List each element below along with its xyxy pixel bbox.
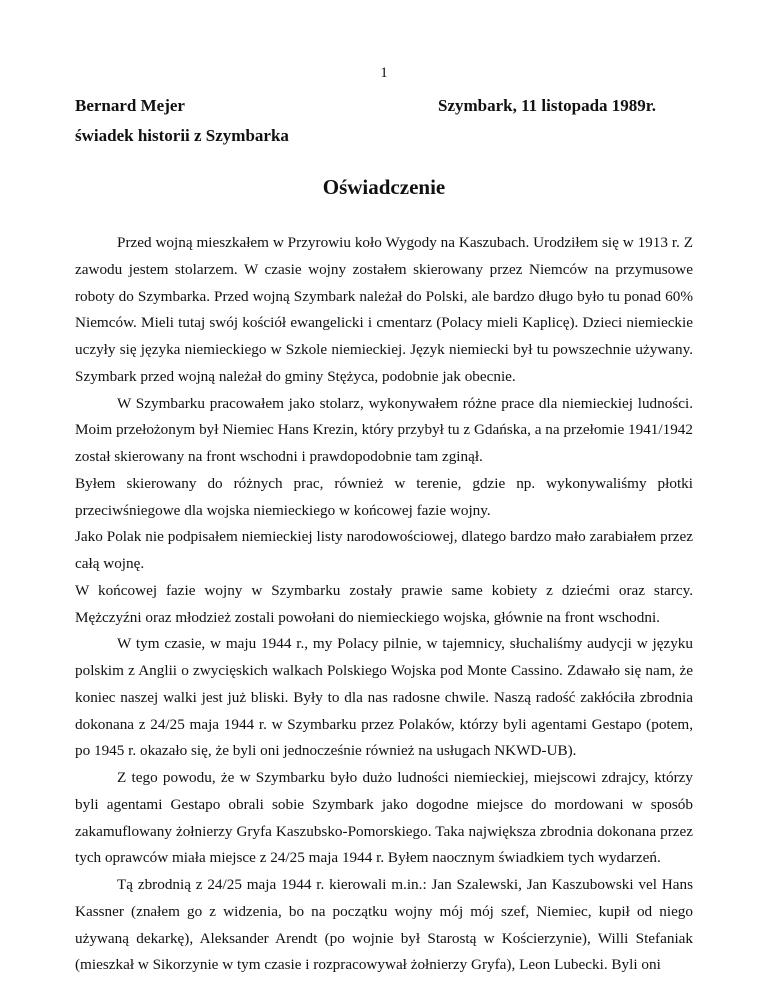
page-number: 1 — [380, 65, 388, 81]
author-name: Bernard Mejer — [75, 96, 185, 115]
paragraph-6: W tym czasie, w maju 1944 r., my Polacy pilnie, w tajemnicy, słuchaliśmy audycji w języku polskim z Anglii o zwycięskich walkach Polskiego Wojska pod Monte Cassino. Zdawało się nam, że koniec naszej walki jest już bliski. Były to dla nas radosne chwile. Naszą radość zakłóciła zbrodnia dokonana z 24/25 maja 1944 r. w Szymbarku przez Polaków, którzy byli agentami Gestapo (potem, po 1945 r. okazało się, że byli oni jednocześnie również na usługach NKWD-UB). — [75, 635, 693, 760]
paragraph-7: Z tego powodu, że w Szymbarku było dużo ludności niemieckiej, miejscowi zdrajcy, którzy byli agentami Gestapo obrali sobie Szymbark jako dogodne miejsce do mordowani w sposób zakamuflowany żołnierzy Gryfa Kaszubsko-Pomorskiego. Taka największa zbrodnia dokonana przez tych oprawców miała miejsce z 24/25 maja 1944 r. Byłem naocznym świadkiem tych wydarzeń. — [75, 769, 693, 867]
document-title: Oświadczenie — [322, 175, 446, 199]
place-and-date: Szymbark, 11 listopada 1989r. — [438, 96, 657, 115]
paragraph-5: W końcowej fazie wojny w Szymbarku zostały prawie same kobiety z dziećmi oraz starcy. Mężczyźni oraz młodzież zostali powołani do niemieckiego wojska, głównie na front wschodni. — [75, 581, 693, 626]
paragraph-3: Byłem skierowany do różnych prac, również w terenie, gdzie np. wykonywaliśmy płotki przeciwśniegowe dla wojska niemieckiego w końcowej fazie wojny. — [75, 474, 693, 519]
author-subtitle: świadek historii z Szymbarka — [75, 126, 289, 145]
paragraph-2: W Szymbarku pracowałem jako stolarz, wykonywałem różne prace dla niemieckiej ludności. Moim przełożonym był Niemiec Hans Krezin, który przybył tu z Gdańska, a na przełomie 1941/1942 został skierowany na front wschodni i prawdopodobnie tam zginął. — [75, 394, 693, 465]
paragraph-8: Tą zbrodnią z 24/25 maja 1944 r. kierowali m.in.: Jan Szalewski, Jan Kaszubowski vel Hans Kassner (znałem go z widzenia, bo na początku wojny mój mój szef, Niemiec, kupił od niego używaną dekarkę), Aleksander Arendt (po wojnie był Starostą w Kościerzynie), Willi Stefaniak (mieszkał w Sikorzynie w tym czasie i rozpracowywał żołnierzy Gryfa), Leon Lubecki. Byli oni — [75, 876, 693, 974]
paragraph-1: Przed wojną mieszkałem w Przyrowiu koło Wygody na Kaszubach. Urodziłem się w 1913 r. Z zawodu jestem stolarzem. W czasie wojny zostałem skierowany przez Niemców na przymusowe roboty do Szymbarka. Przed wojną Szymbark należał do Polski, ale bardzo długo było tu ponad 60% Niemców. Mieli tutaj swój kościół ewangelicki i cmentarz (Polacy mieli Kaplicę). Dzieci niemieckie uczyły się języka niemieckiego w Szkole niemieckiej. Język niemiecki był tu powszechnie używany. Szymbark przed wojną należał do gminy Stężyca, podobnie jak obecnie. — [75, 234, 693, 385]
paragraph-4: Jako Polak nie podpisałem niemieckiej listy narodowościowej, dlatego bardzo mało zarabiałem przez całą wojnę. — [75, 528, 693, 572]
document-body — [75, 230, 693, 979]
